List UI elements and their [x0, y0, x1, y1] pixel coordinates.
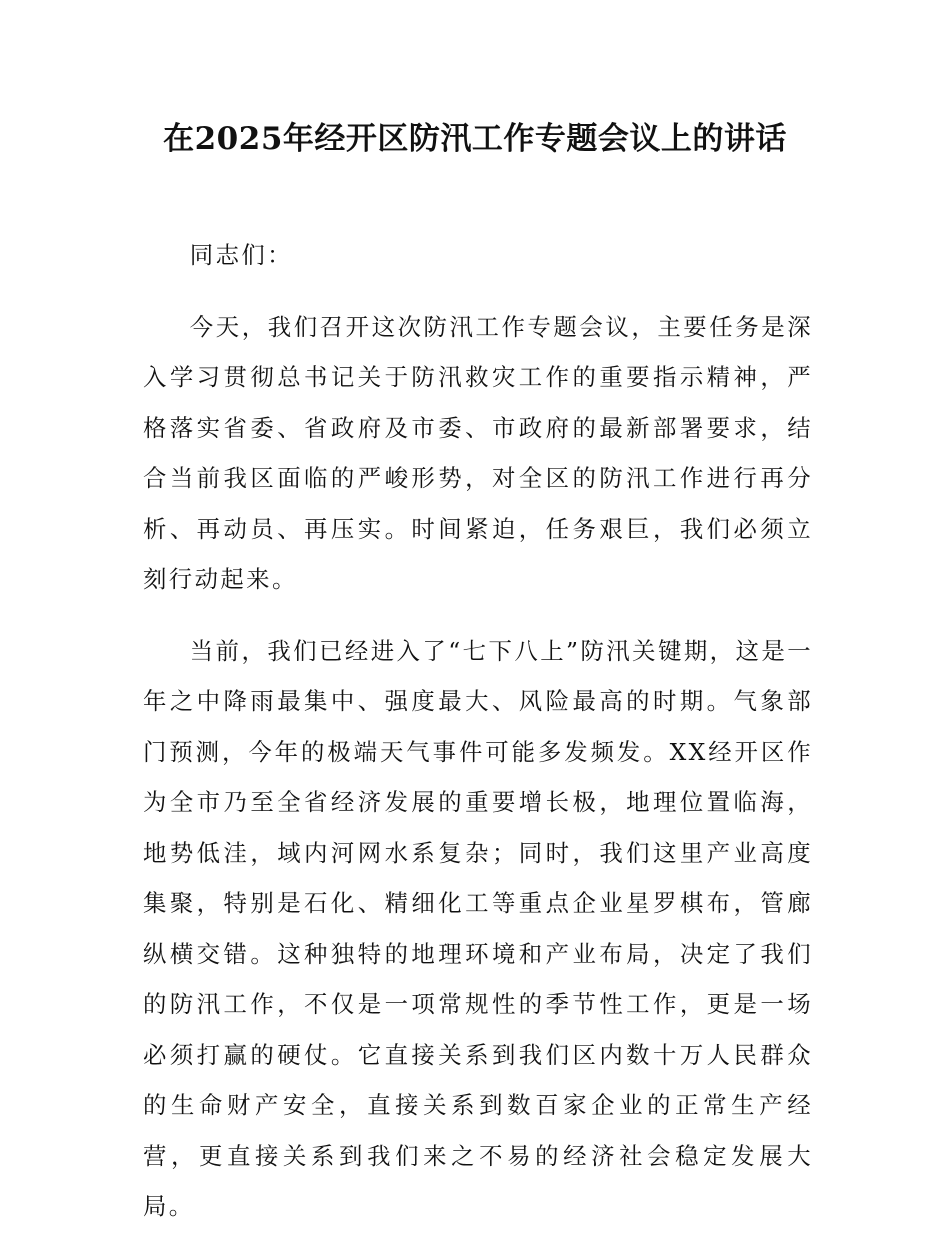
document-body: [143, 230, 813, 1253]
paragraph-1: 今天，我们召开这次防汛工作专题会议，主要任务是深入学习贯彻总书记关于防汛救灾工作的重要指示精神，严格落实省委、省政府及市委、市政府的最新部署要求，结合当前我区面临的严峻形势，对全区的防汛工作进行再分析、再动员、再压实。时间紧迫，任务艰巨，我们必须立刻行动起来。: [143, 312, 813, 593]
salutation: 同志们：: [189, 241, 293, 269]
paragraph-2: 当前，我们已经进入了“七下八上”防汛关键期，这是一年之中降雨最集中、强度最大、风险最高的时期。气象部门预测，今年的极端天气事件可能多发频发。XX经开区作为全市乃至全省经济发展的重要增长极，地理位置临海，地势低洼，域内河网水系复杂；同时，我们这里产业高度集聚，特别是石化、精细化工等重点企业星罗棋布，管廊纵横交错。这种独特的地理环境和产业布局，决定了我们的防汛工作，不仅是一项常规性的季节性工作，更是一场必须打赢的硬仗。它直接关系到我们区内数十万人民群众的生命财产安全，直接关系到数百家企业的正常生产经营，更直接关系到我们来之不易的经济社会稳定发展大局。: [143, 636, 813, 1220]
document-title: 在2025年经开区防汛工作专题会议上的讲话: [163, 121, 787, 157]
